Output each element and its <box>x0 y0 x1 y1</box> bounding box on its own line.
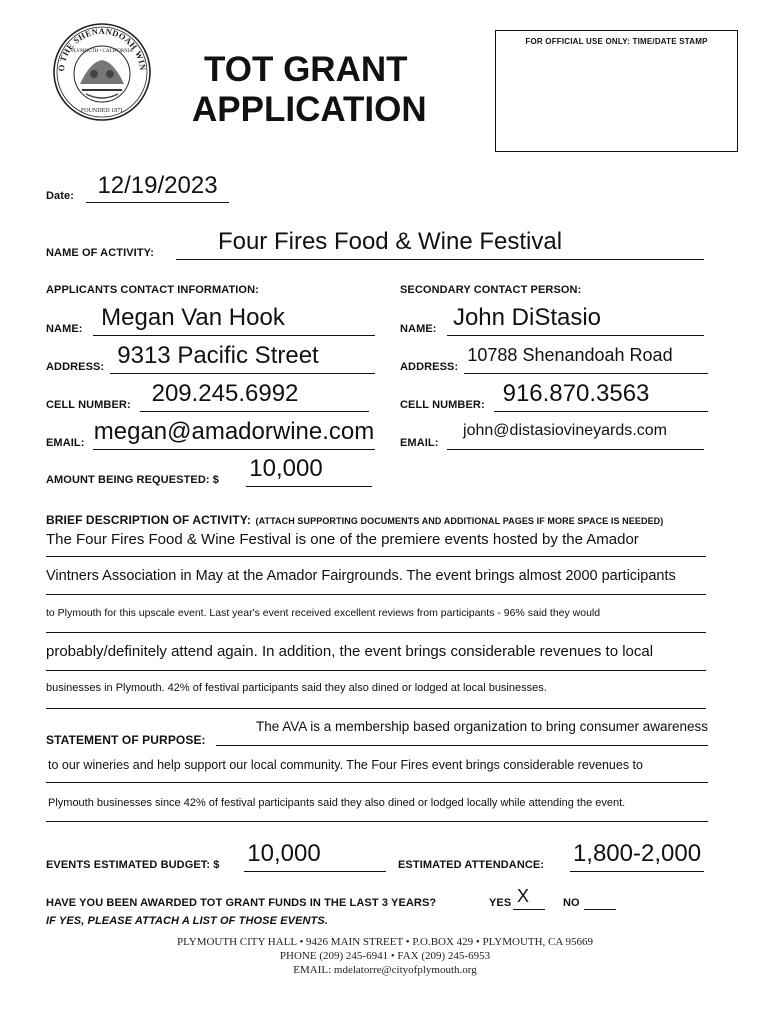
applicant-address-label: ADDRESS: <box>46 361 105 373</box>
description-label: BRIEF DESCRIPTION OF ACTIVITY: <box>46 513 252 527</box>
attendance-label: ESTIMATED ATTENDANCE: <box>398 859 545 871</box>
purpose-line-1[interactable]: The AVA is a membership based organization to bring consumer awareness <box>256 719 708 734</box>
activity-field[interactable]: Four Fires Food & Wine Festival <box>217 228 563 255</box>
purpose-line-3[interactable]: Plymouth businesses since 42% of festival participants said they also dined or lodged locally while attending the event. <box>48 797 626 809</box>
budget-field[interactable]: 10,000 <box>247 840 321 867</box>
secondary-name-line <box>447 335 704 336</box>
secondary-cell-field[interactable]: 916.870.3563 <box>502 380 650 407</box>
page-title <box>192 50 452 130</box>
stamp-label: FOR OFFICIAL USE ONLY: TIME/DATE STAMP <box>525 37 708 46</box>
secondary-cell-line <box>494 411 708 412</box>
footer-email: EMAIL: mdelatorre@cityofplymouth.org <box>293 964 477 976</box>
seal-icon <box>52 22 152 122</box>
purpose-rule-1 <box>216 745 708 746</box>
awarded-no-line[interactable] <box>584 909 616 910</box>
footer-address: PLYMOUTH CITY HALL • 9426 MAIN STREET • P.O.BOX 429 • PLYMOUTH, CA 95669 <box>177 936 593 948</box>
secondary-heading: SECONDARY CONTACT PERSON: <box>400 284 582 296</box>
date-field[interactable]: 12/19/2023 <box>97 172 218 199</box>
description-line-5[interactable]: businesses in Plymouth. 42% of festival participants said they also dined or lodged at local businesses. <box>46 682 547 694</box>
description-line-4[interactable]: probably/definitely attend again. In addition, the event brings considerable revenues to local <box>46 643 654 660</box>
awarded-no-label: NO <box>563 897 580 909</box>
svg-text:GATEWAY TO THE SHENANDOAH WINE: O THE SHENANDOAH WIN <box>55 25 149 72</box>
purpose-line-2[interactable]: to our wineries and help support our local community. The Four Fires event brings considerable revenues to <box>48 758 643 772</box>
applicant-name-label: NAME: <box>46 323 83 335</box>
secondary-address-field[interactable]: 10788 Shenandoah Road <box>467 345 673 365</box>
description-heading <box>46 511 663 529</box>
amount-line <box>246 486 372 487</box>
applicant-cell-label: CELL NUMBER: <box>46 399 131 411</box>
title-line-2: APPLICATION <box>192 90 427 129</box>
description-rule-1 <box>46 556 706 557</box>
secondary-name-field[interactable]: John DiStasio <box>452 304 602 331</box>
secondary-email-field[interactable]: john@distasiovineyards.com <box>463 422 667 439</box>
secondary-cell-label: CELL NUMBER: <box>400 399 485 411</box>
awarded-yes-label: YES <box>489 897 512 909</box>
secondary-address-label: ADDRESS: <box>400 361 459 373</box>
purpose-rule-2 <box>46 782 708 783</box>
attendance-field[interactable]: 1,800-2,000 <box>572 840 702 867</box>
svg-text:FOUNDED 1871: FOUNDED 1871 <box>80 108 124 114</box>
description-rule-4 <box>46 670 706 671</box>
secondary-email-line <box>447 449 704 450</box>
title-line-1: TOT GRANT <box>204 50 408 89</box>
description-note: (ATTACH SUPPORTING DOCUMENTS AND ADDITIONAL PAGES IF MORE SPACE IS NEEDED) <box>255 516 664 526</box>
city-seal <box>52 22 152 122</box>
awarded-instruction: IF YES, PLEASE ATTACH A LIST OF THOSE EVENTS. <box>46 915 328 927</box>
applicant-address-line <box>110 373 375 374</box>
awarded-question: HAVE YOU BEEN AWARDED TOT GRANT FUNDS IN THE LAST 3 YEARS? <box>46 897 437 909</box>
attendance-line <box>570 871 704 872</box>
footer-phone: PHONE (209) 245-6941 • FAX (209) 245-6953 <box>279 950 491 962</box>
secondary-address-line <box>464 373 708 374</box>
activity-label: NAME OF ACTIVITY: <box>46 247 155 259</box>
amount-label: AMOUNT BEING REQUESTED: $ <box>46 474 220 486</box>
secondary-email-label: EMAIL: <box>400 437 439 449</box>
activity-line <box>176 259 704 260</box>
description-line-3[interactable]: to Plymouth for this upscale event. Last year's event received excellent reviews from participants - 96% said they would <box>46 607 601 619</box>
awarded-yes-line <box>513 909 545 910</box>
date-label: Date: <box>46 190 75 202</box>
applicant-email-line <box>93 449 375 450</box>
description-rule-3 <box>46 632 706 633</box>
applicant-name-field[interactable]: Megan Van Hook <box>101 304 285 331</box>
description-line-1[interactable]: The Four Fires Food & Wine Festival is one of the premiere events hosted by the Amador <box>46 531 639 548</box>
amount-field[interactable]: 10,000 <box>249 455 323 482</box>
applicant-address-field[interactable]: 9313 Pacific Street <box>117 342 319 369</box>
official-stamp-box <box>495 30 738 152</box>
budget-label: EVENTS ESTIMATED BUDGET: $ <box>46 859 220 871</box>
description-line-2[interactable]: Vintners Association in May at the Amador Fairgrounds. The event brings almost 2000 participants <box>46 568 676 584</box>
awarded-yes-checkbox[interactable]: X <box>516 886 529 906</box>
applicant-cell-line <box>140 411 369 412</box>
applicant-name-line <box>93 335 375 336</box>
budget-line <box>244 871 386 872</box>
purpose-label: STATEMENT OF PURPOSE: <box>46 733 206 747</box>
applicant-cell-field[interactable]: 209.245.6992 <box>151 380 299 407</box>
svg-text:PLYMOUTH • CALIFORNIA: PLYMOUTH • CALIFORNIA <box>71 49 133 54</box>
description-rule-2 <box>46 594 706 595</box>
applicant-email-label: EMAIL: <box>46 437 85 449</box>
secondary-name-label: NAME: <box>400 323 437 335</box>
applicant-heading: APPLICANTS CONTACT INFORMATION: <box>46 284 259 296</box>
purpose-rule-3 <box>46 821 708 822</box>
description-rule-5 <box>46 708 706 709</box>
date-line <box>86 202 229 203</box>
applicant-email-field[interactable]: megan@amadorwine.com <box>93 418 375 445</box>
